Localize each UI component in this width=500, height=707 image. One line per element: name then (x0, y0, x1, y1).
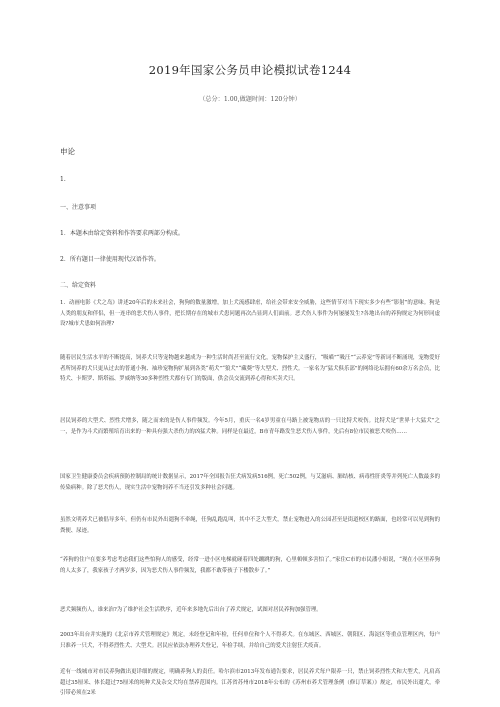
material-paragraph: 1．动画电影《犬之岛》讲述20年后的未来社会，狗狗的数量激增，加上犬流感肆虐，给社会带来安全威胁，这些情节对当下现实多少有些“影射”的意味。狗是人类的朋友和伴侣，但一连串的恶犬伤人事件，把长期存在的城市犬患问题再次凸显到人们面前。恶犬伤人事件为何屡屡发生?各地出台的养狗规定为何形同虚设?城市犬患如何治理? (60, 300, 440, 328)
materials-heading: 二、给定资料 (60, 282, 97, 289)
exam-meta: （总分：1.00,做题时间：120分钟） (199, 96, 301, 103)
material-paragraph: 随着居民生活水平的不断提高，饲养犬只等宠物越来越成为一种生活时尚甚至流行文化，宠物保护主义盛行，“吸喵”“吸汪”“云养宠”等新词不断涌现，宠物爱好者所饲养的犬只更从过去的普通小狗、袖珍宠物狗扩展到各类“萌犬”“狼犬”“藏獒”等大型犬、烈性犬。一家名为“猛犬俱乐部”的网络论坛拥有60余万名会员，比特犬、卡斯罗、斯塔福、罗威纳等30多种烈性犬都有专门的版面，供会员交流到养心得和买卖犬只。 (60, 355, 440, 383)
material-paragraph: 近有一线城市对市民养狗做出更详细的规定，明确养狗人的责任。哈尔滨市2013年发布通告要求，居民养犬每户限养一只，禁止饲养烈性犬和大型犬，凡肩高超过35厘米、体长超过75厘米的纯种犬及杂交犬均在禁养范围内。江苏省苏州市2018年公布的《苏州市养犬管理条例（修订草案）》规定，市民外出遛犬，牵引带必须在2米 (60, 669, 440, 697)
document-title: 2019年国家公务员申论模拟试卷1244 (148, 63, 352, 77)
question-number: 1. (60, 176, 66, 183)
material-paragraph: 国家卫生健康委员会疾病预防控制局的统计数据显示，2017年全国报告狂犬病发病516例，死亡502例，与艾滋病、肺结核、病毒性肝炎等并列死亡人数最多的传染病种。除了恶犬伤人，现实生活中宠物饲养不当还引发多种社会问题。 (60, 474, 440, 491)
material-paragraph: 虽然文明养犬已被倡导多年，但仍有市民外出遛狗不牵绳，任狗乱跑乱叫，其中不乏大型犬，禁止宠物进入的公园甚至是街道校区的路面，也经常可以见到狗的粪便、尿迹。 (60, 517, 440, 534)
material-paragraph: 2003年出台并实施的《北京市养犬管理规定》规定，未经登记和年检，任何单位和个人不得养犬。在东城区、西城区、朝阳区、海淀区等重点管理区内，每户只准养一只犬，不得养烈性犬、大型犬。居民应依法办理养犬登记，年检手续，并给自己的爱犬注射狂犬疫苗。 (60, 632, 440, 649)
note-item: 2．所有题目一律使用现代汉语作答。 (60, 256, 160, 263)
material-paragraph: 居民饲养的大型犬、烈性犬增多，随之而来的是伤人事件频发。今年5月，重庆一名4岁男童在马路上被宠物店的一只比特犬咬伤。比特犬是“世界十大猛犬”之一，是作为斗犬而繁殖培育出来的一种具有强大杀伤力的凶猛犬种。同样是在最近，B市青年路发生恶犬伤人事件，先后有8位市民被恶犬咬伤…… (60, 418, 440, 435)
section-heading: 申论 (60, 147, 75, 156)
notes-heading: 一、注意事项 (60, 204, 97, 211)
material-paragraph: “养狗的住户在要多考虑考虑我们这些怕狗人的感受，经常一进小区电梯就碰着四处蹦跳的狗，心里頓頓多害怕了。”家住C市的市民潘小姐说，“现在小区里养狗的人太多了，我家孩子才两岁多，因为恶犬伤人事件频发，我都不敢带孩子下楼散步了。” (60, 557, 440, 574)
note-item: 1．本题本由给定资料和作答要求两部分构成。 (60, 230, 184, 237)
material-paragraph: 恶犬频频伤人，谁来治?为了维护社会生活秩序，近年来多地先后出台了养犬规定，试图对居民养狗加强管理。 (60, 607, 322, 613)
